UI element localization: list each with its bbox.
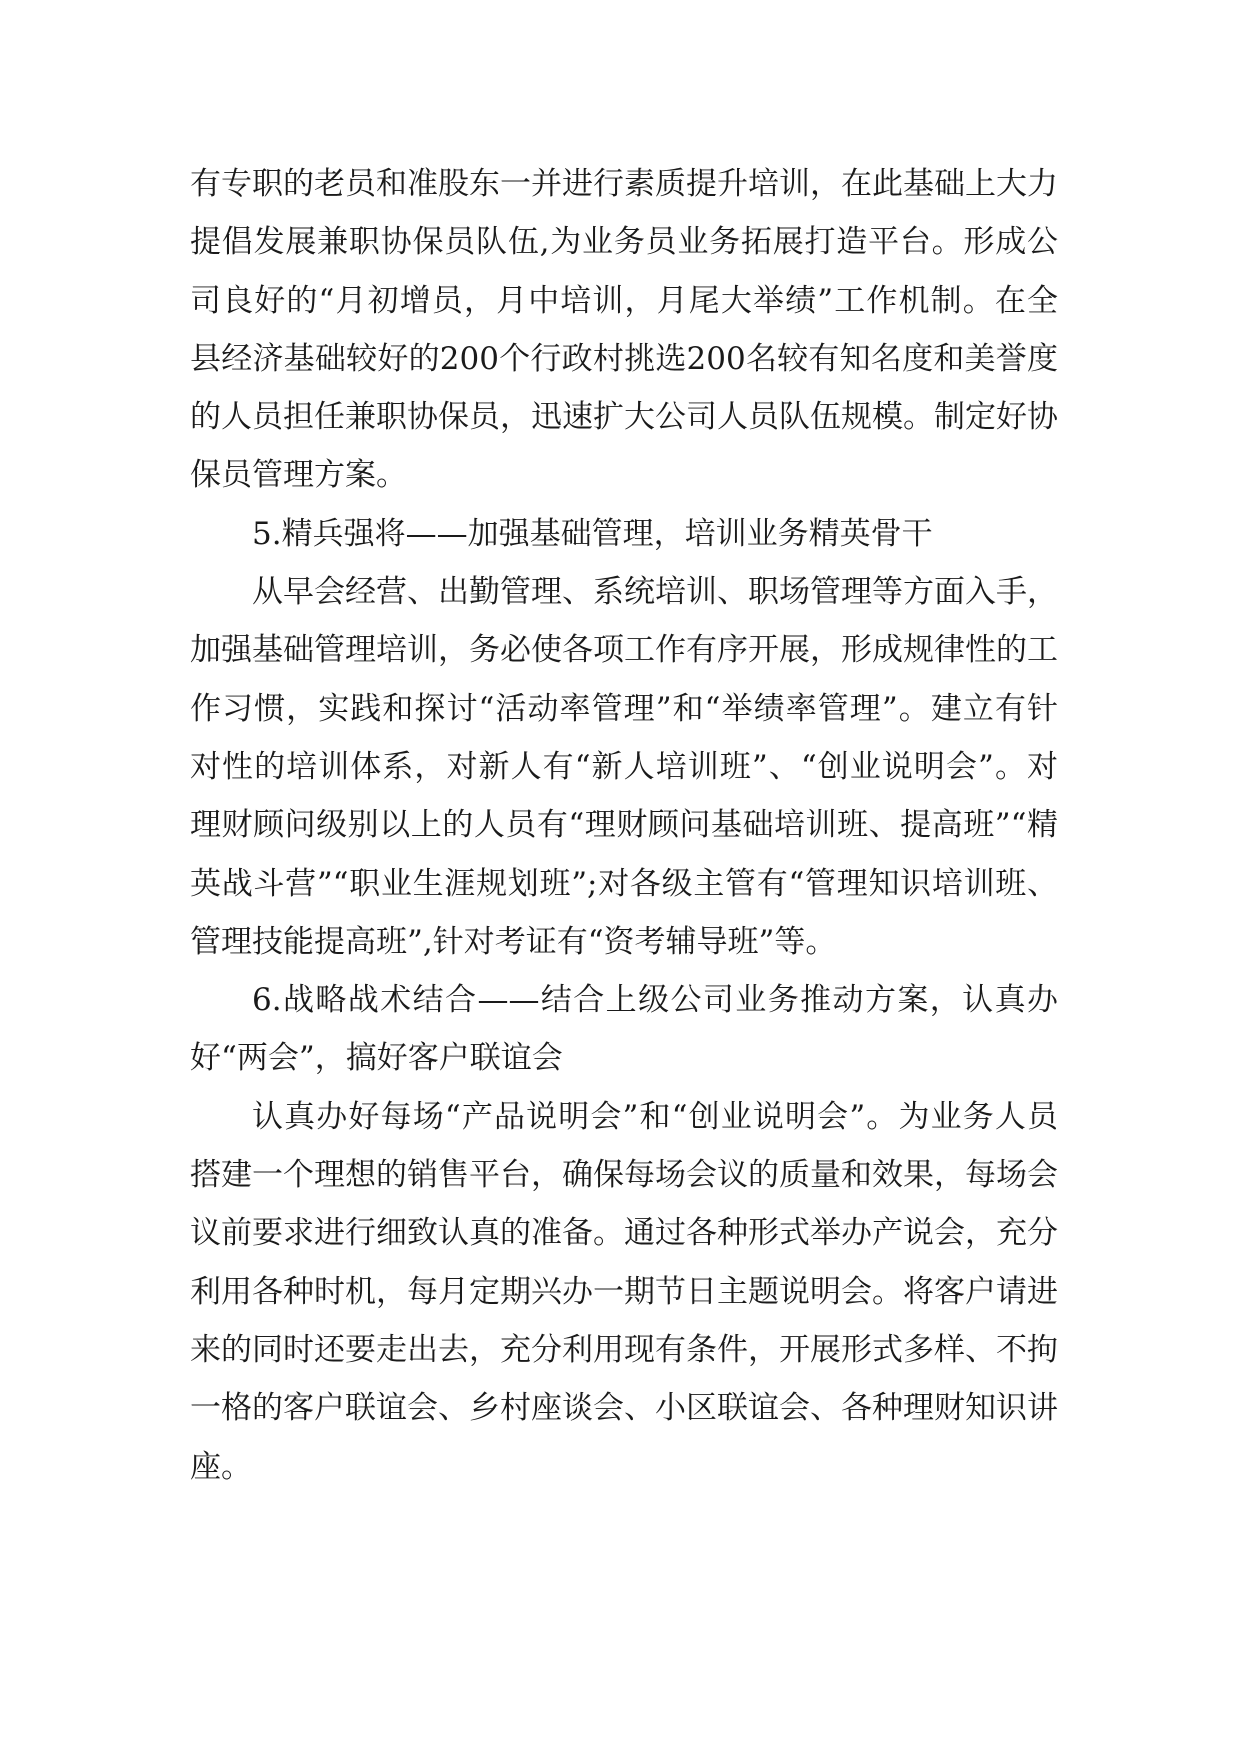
paragraph-meetings: 认真办好每场“产品说明会”和“创业说明会”。为业务人员搭建一个理想的销售平台，确保每场会议的质量和效果，每场会议前要求进行细致认真的准备。通过各种形式举办产说会，充分利用各种时机，每月定期兴办一期节日主题说明会。将客户请进来的同时还要走出去，充分利用现有条件，开展形式多样、不拘一格的客户联谊会、乡村座谈会、小区联谊会、各种理财知识讲座。 — [190, 1098, 1058, 1485]
section-heading-5: 5.精兵强将——加强基础管理，培训业务精英骨干 — [252, 515, 933, 552]
section-heading-6: 6.战略战术结合——结合上级公司业务推动方案，认真办好“两会”，搞好客户联谊会 — [190, 982, 1058, 1077]
paragraph-training: 从早会经营、出勤管理、系统培训、职场管理等方面入手，加强基础管理培训，务必使各项工作有序开展，形成规律性的工作习惯，实践和探讨“活动率管理”和“举绩率管理”。建立有针对性的培训体系，对新人有“新人培训班”、“创业说明会”。对理财顾问级别以上的人员有“理财顾问基础培训班、提高班”“精英战斗营”“职业生涯规划班”;对各级主管有“管理知识培训班、管理技能提高班”,针对考证有“资考辅导班”等。 — [190, 574, 1058, 960]
paragraph-continuation: 有专职的老员和准股东一并进行素质提升培训，在此基础上大力提倡发展兼职协保员队伍,为业务员业务拓展打造平台。形成公司良好的“月初增员，月中培训，月尾大举绩”工作机制。在全县经济基础较好的200个行政村挑选200名较有知名度和美誉度的人员担任兼职协保员，迅速扩大公司人员队伍规模。制定好协保员管理方案。 — [190, 166, 1058, 494]
document-body — [190, 155, 1058, 1496]
